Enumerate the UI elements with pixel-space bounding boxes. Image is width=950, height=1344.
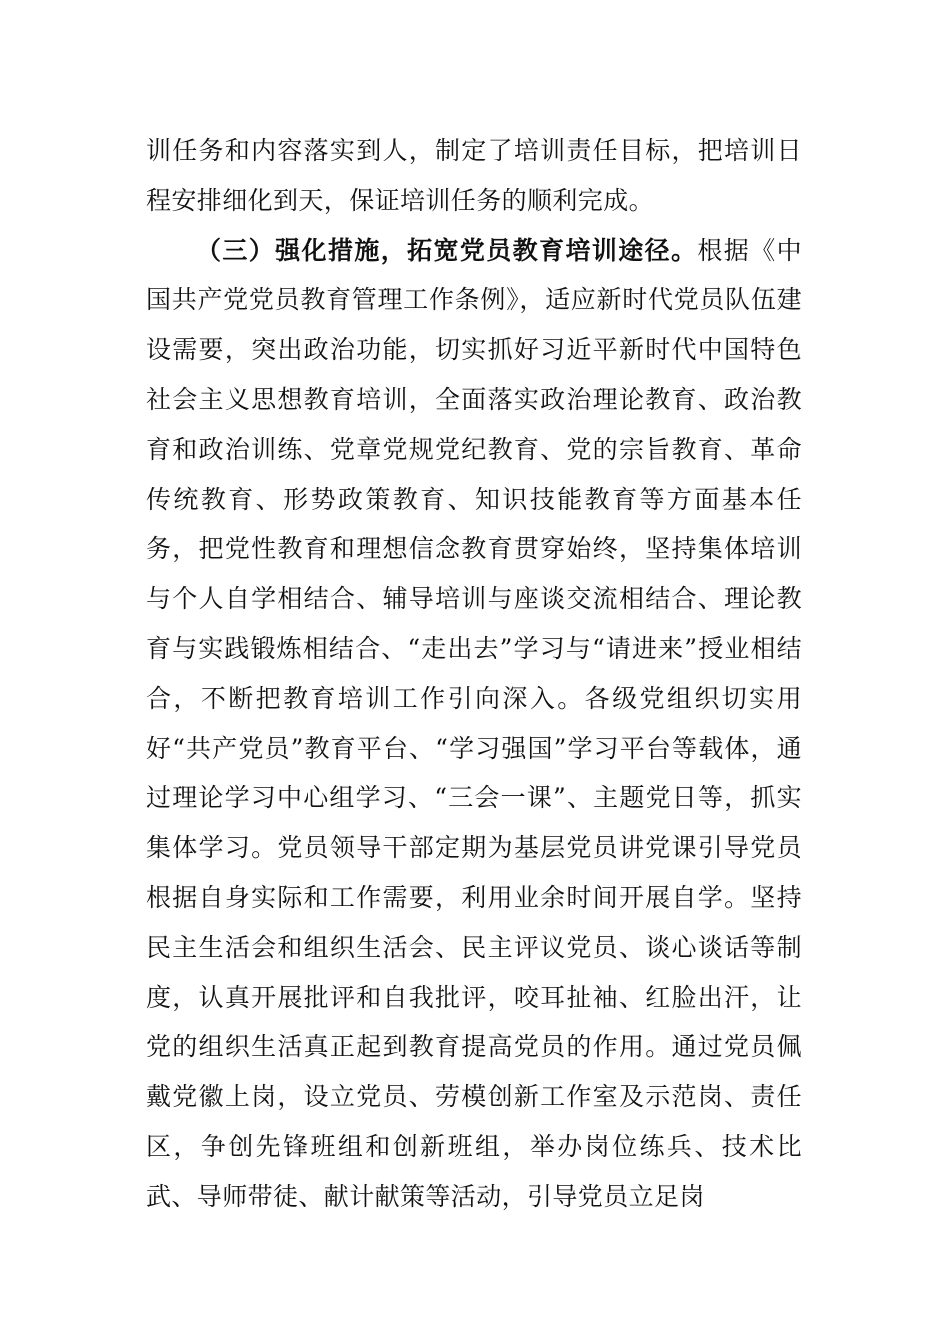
section-body: 根据《中国共产党党员教育管理工作条例》，适应新时代党员队伍建设需要，突出政治功能，切实抓好习近平新时代中国特色社会主义思想教育培训，全面落实政治理论教育、政治教育和政治训练、党章党规党纪教育、党的宗旨教育、革命传统教育、形势政策教育、知识技能教育等方面基本任务，把党性教育和理想信念教育贯穿始终，坚持集体培训与个人自学相结合、辅导培训与座谈交流相结合、理论教育与实践锻炼相结合、“走出去”学习与“请进来”授业相结合，不断把教育培训工作引向深入。各级党组织切实用好“共产党员”教育平台、“学习强国”学习平台等载体，通过理论学习中心组学习、“三会一课”、主题党日等，抓实集体学习。党员领导干部定期为基层党员讲党课引导党员根据自身实际和工作需要，利用业余时间开展自学。坚持民主生活会和组织生活会、民主评议党员、谈心谈话等制度，认真开展批评和自我批评，咬耳扯袖、红脸出汗，让党的组织生活真正起到教育提高党员的作用。通过党员佩戴党徽上岗，设立党员、劳模创新工作室及示范岗、责任区，争创先锋班组和创新班组，举办岗位练兵、技术比武、导师带徒、献计献策等活动，引导党员立足岗 — [146, 235, 802, 1211]
section-heading: （三）强化措施，拓宽党员教育培训途径。 — [196, 235, 698, 265]
paragraph-section-three — [146, 226, 802, 1222]
document-body — [146, 126, 802, 1222]
paragraph-continuation: 训任务和内容落实到人，制定了培训责任目标，把培训日程安排细化到天，保证培训任务的顺利完成。 — [146, 136, 802, 215]
